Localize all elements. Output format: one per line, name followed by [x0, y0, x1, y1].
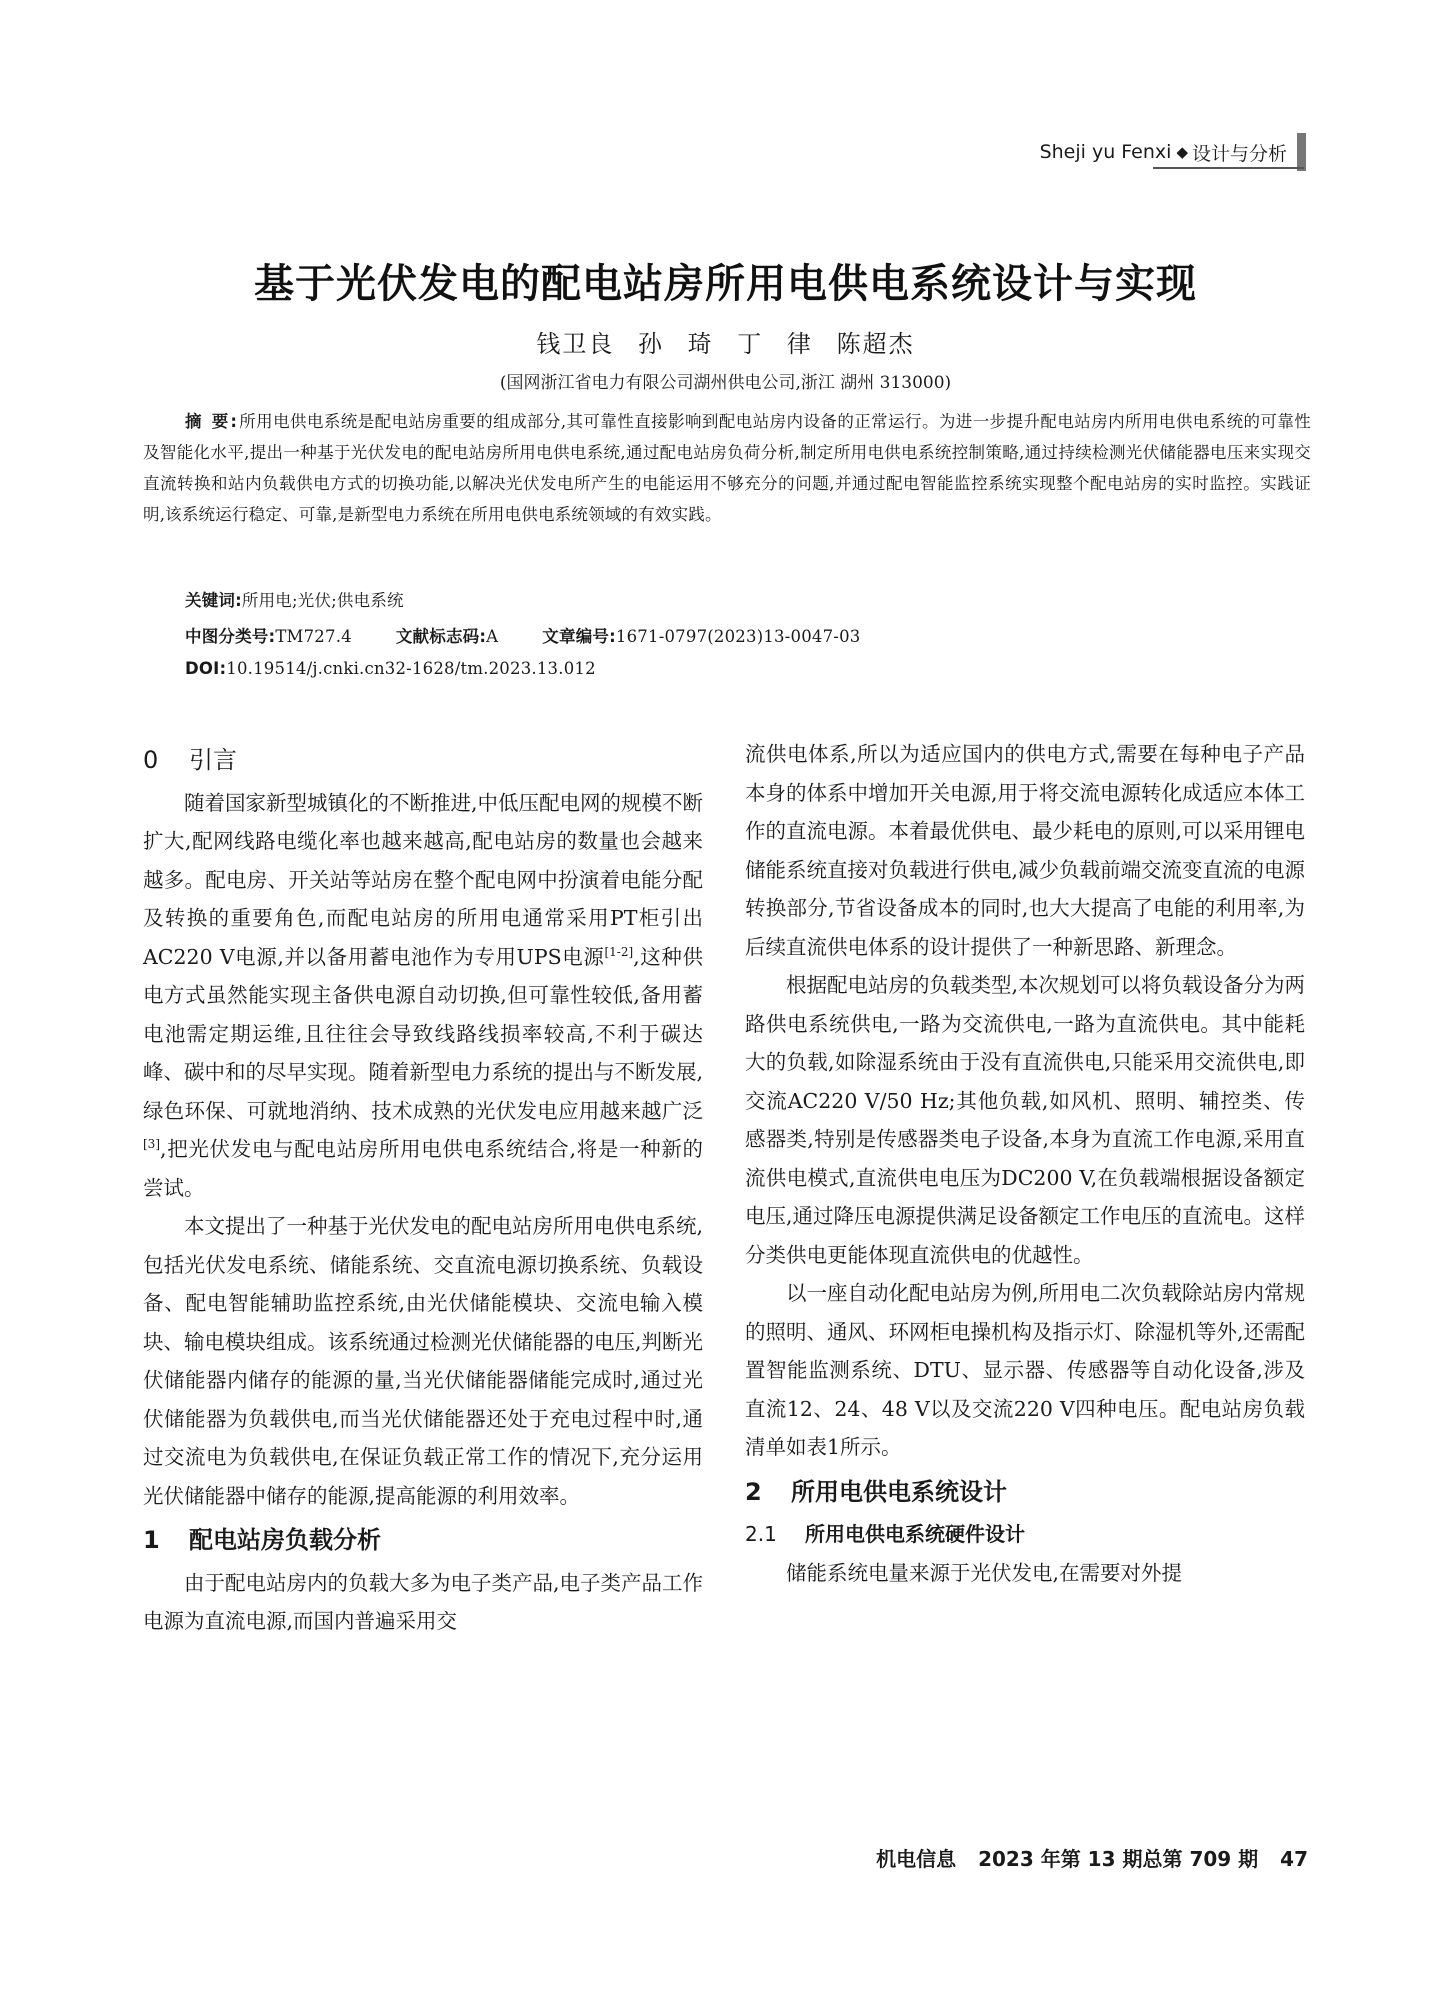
page-number: 47 [1280, 1847, 1308, 1871]
clc-label: 中图分类号: [185, 627, 276, 646]
intro-paragraph-2: 本文提出了一种基于光伏发电的配电站房所用电供电系统,包括光伏发电系统、储能系统、交直流电源切换系统、负载设备、配电智能辅助监控系统,由光伏储能模块、交流电输入模块、输电模块组成。该系统通过检测光伏储能器的电压,判断光伏储能器内储存的能源的量,当光伏储能器储能完成时,通过光伏储能器为负载供电,而当光伏储能器还处于充电过程中时,通过交流电为负载供电,在保证负载正常工作的情况下,充分运用光伏储能器中储存的能源,提高能源的利用效率。 [143, 1214, 704, 1508]
article-no-value: 1671-0797(2023)13-0047-03 [615, 627, 861, 646]
section-0-number: 0 [143, 746, 159, 774]
doi-line [185, 659, 596, 678]
abstract-text: 所用电供电系统是配电站房重要的组成部分,其可靠性直接影响到配电站房内设备的正常运行。为进一步提升配电站房内所用电供电系统的可靠性及智能化水平,提出一种基于光伏发电的配电站房所用电供电系统,通过配电站房负荷分析,制定所用电供电系统控制策略,通过持续检测光伏储能器电压来实现交直流转换和站内负载供电方式的切换功能,以解决光伏发电所产生的电能运用不够充分的问题,并通过配电智能监控系统实现整个配电站房的实时监控。实践证明,该系统运行稳定、可靠,是新型电力系统在所用电供电系统领域的有效实践。 [143, 412, 1312, 524]
page-footer [876, 1843, 1308, 1872]
running-header-section: 设计与分析 [1191, 142, 1287, 165]
section-1-paragraph-3: 以一座自动化配电站房为例,所用电二次负载除站房内常规的照明、通风、环网柜电操机构及指示灯、除湿机等外,还需配置智能监测系统、DTU、显示器、传感器等自动化设备,涉及直流12、24、48 V以及交流220 V四种电压。配电站房负载清单如表1所示。 [745, 1281, 1306, 1459]
journal-name: 机电信息 [876, 1847, 957, 1871]
section-1-paragraph-2: 根据配电站房的负载类型,本次规划可以将负载设备分为两路供电系统供电,一路为交流供电,一路为直流供电。其中能耗大的负载,如除湿系统由于没有直流供电,只能采用交流供电,即交流AC220 V/50 Hz;其他负载,如风机、照明、辅控类、传感器类,特别是传感器类电子设备,本身为直流工作电源,采用直流供电模式,直流供电电压为DC200 V,在负载端根据设备额定电压,通过降压电源提供满足设备额定工作电压的直流电。这样分类供电更能体现直流供电的优越性。 [745, 973, 1306, 1267]
abstract [143, 406, 1311, 530]
citation-3: [3] [143, 1137, 160, 1152]
doi-label: DOI: [185, 659, 227, 678]
diamond-icon: ◆ [1176, 143, 1188, 161]
left-column [143, 735, 703, 1641]
section-2-1-heading [745, 1515, 1305, 1554]
citation-1-2: [1-2] [604, 944, 634, 959]
section-2-title: 所用电供电系统设计 [791, 1477, 1007, 1506]
section-2-1-number: 2.1 [745, 1522, 777, 1546]
section-2-number: 2 [745, 1477, 762, 1506]
right-column [745, 735, 1305, 1592]
keywords-label: 关键词: [185, 591, 242, 610]
section-1-number: 1 [143, 1526, 160, 1554]
doi-value: 10.19514/j.cnki.cn32-1628/tm.2023.13.012 [226, 659, 596, 678]
running-header [1040, 132, 1306, 172]
classification-line [185, 623, 860, 647]
paper-title: 基于光伏发电的配电站房所用电供电系统设计与实现 [254, 261, 1197, 307]
section-0-title: 引言 [189, 746, 237, 774]
authors: 钱卫良 孙 琦 丁 律 陈超杰 [536, 330, 915, 358]
section-2-1-title: 所用电供电系统硬件设计 [805, 1522, 1025, 1546]
section-0-heading [143, 741, 703, 780]
header-bar-decoration [1297, 133, 1306, 171]
affiliation: (国网浙江省电力有限公司湖州供电公司,浙江 湖州 313000) [499, 373, 952, 393]
issue-info: 2023 年第 13 期总第 709 期 [978, 1847, 1259, 1871]
section-1-title: 配电站房负载分析 [189, 1526, 381, 1554]
section-2-1-paragraph-1: 储能系统电量来源于光伏发电,在需要对外提 [786, 1560, 1183, 1585]
doc-code-value: A [486, 627, 499, 646]
section-1-paragraph-1-continued: 流供电体系,所以为适应国内的供电方式,需要在每种电子产品本身的体系中增加开关电源,用于将交流电源转化成适应本体工作的直流电源。本着最优供电、最少耗电的原则,可以采用锂电储能系统直接对负载进行供电,减少负载前端交流变直流的电源转换部分,节省设备成本的同时,也大大提高了电能的利用率,为后续直流供电体系的设计提供了一种新思路、新理念。 [745, 742, 1306, 959]
header-rule [1153, 167, 1304, 169]
abstract-label: 摘 要: [185, 412, 240, 431]
section-1-heading [143, 1521, 703, 1560]
section-1-paragraph-1: 由于配电站房内的负载大多为电子类产品,电子类产品工作电源为直流电源,而国内普遍采用交 [143, 1570, 704, 1633]
doc-code-label: 文献标志码: [395, 627, 487, 646]
section-2-heading [745, 1473, 1305, 1512]
keywords [185, 587, 404, 611]
running-header-pinyin: Sheji yu Fenxi [1039, 141, 1172, 163]
intro-paragraph-1: 随着国家新型城镇化的不断推进,中低压配电网的规模不断扩大,配网线路电缆化率也越来越高,配电站房的数量也会越来越多。配电房、开关站等站房在整个配电网中扮演着电能分配及转换的重要角色,而配电站房的所用电通常采用PT柜引出AC220 V电源,并以备用蓄电池作为专用UPS电源[1-2],这种供电方式虽然能实现主备供电源自动切换,但可靠性较低,备用蓄电池需定期运维,且往往会导致线路线损率较高,不利于碳达峰、碳中和的尽早实现。随着新型电力系统的提出与不断发展,绿色环保、可就地消纳、技术成熟的光伏发电应用越来越广泛[3],把光伏发电与配电站房所用电供电系统结合,将是一种新的尝试。 [143, 790, 704, 1200]
clc-value: TM727.4 [275, 627, 352, 646]
keywords-text: 所用电;光伏;供电系统 [241, 591, 404, 610]
article-no-label: 文章编号: [542, 627, 616, 646]
